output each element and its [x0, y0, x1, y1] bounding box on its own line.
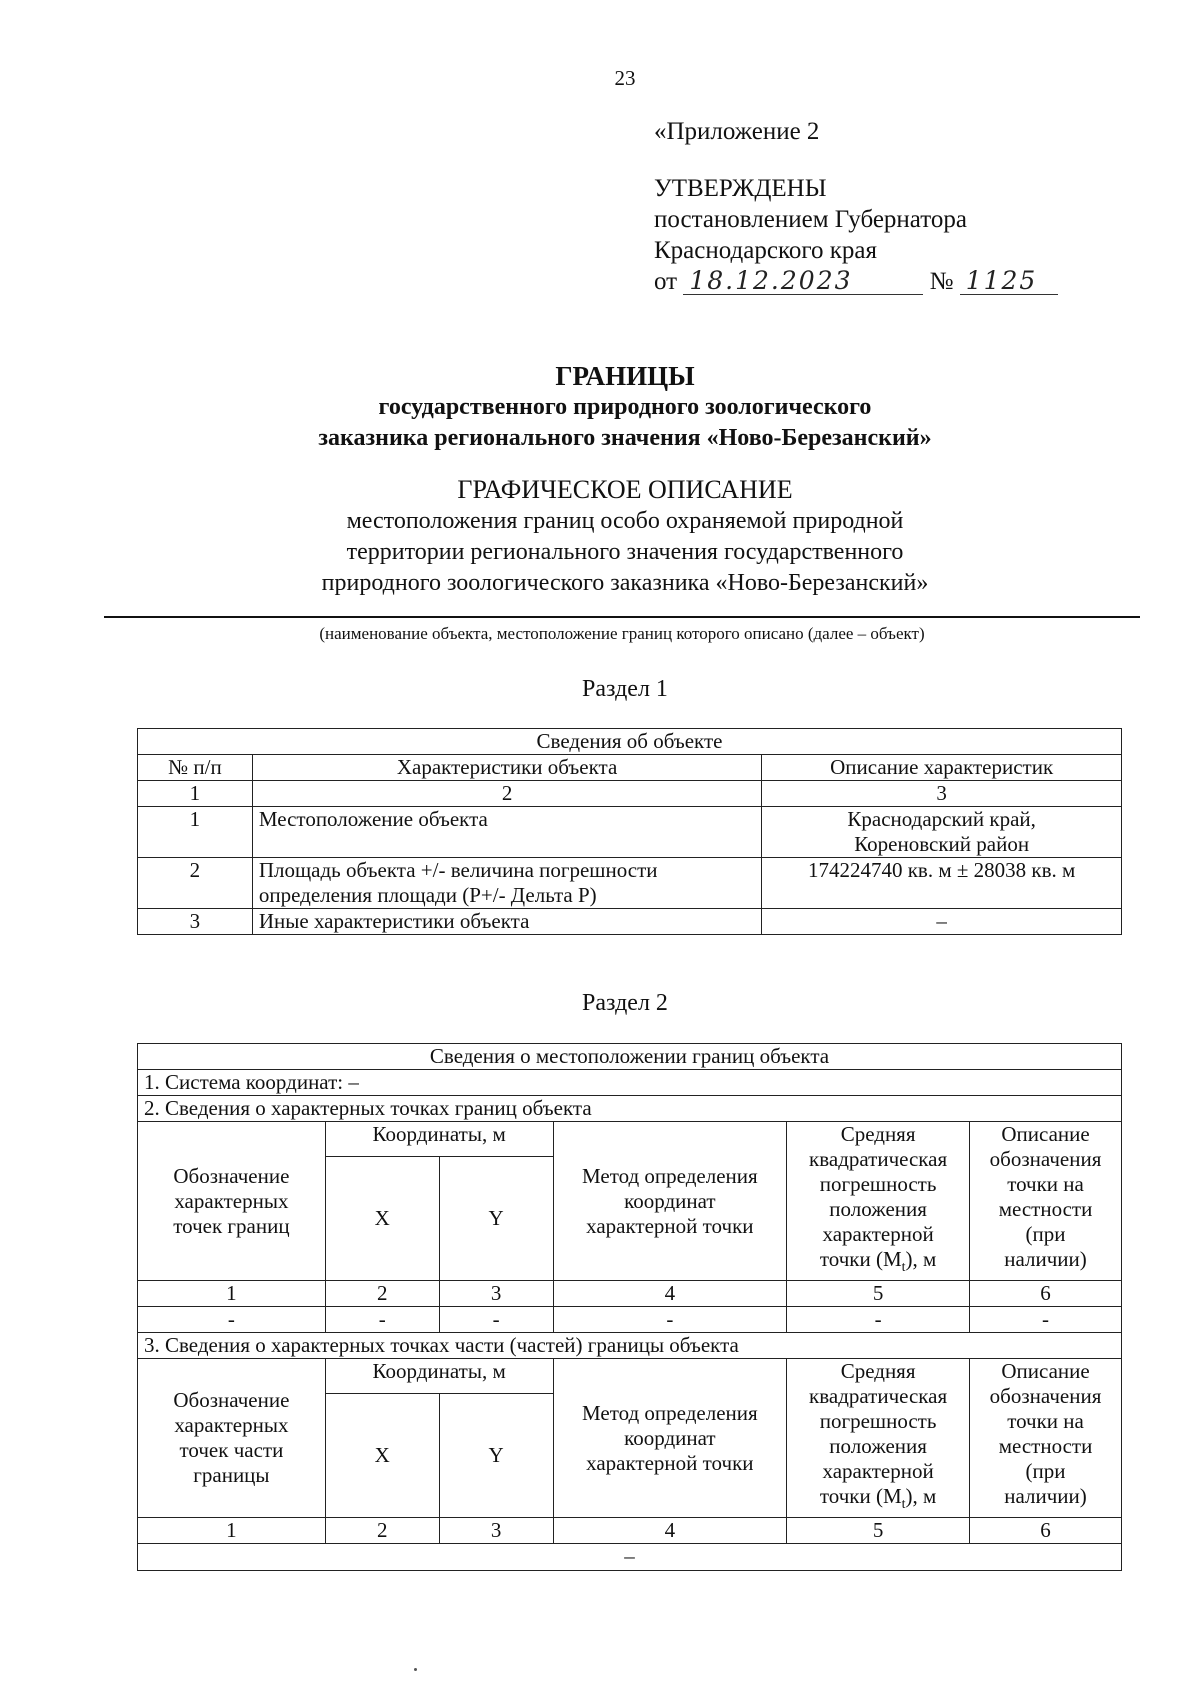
- page-number: 23: [614, 66, 636, 90]
- header-method: Метод определения координат характерной точки: [553, 1359, 787, 1518]
- header-coordinates: Координаты, м: [325, 1359, 553, 1394]
- description-line-2: территории регионального значения государственного: [346, 539, 904, 565]
- table-cell: -: [553, 1307, 787, 1333]
- section-2-title: Раздел 2: [582, 990, 668, 1016]
- table-row: [138, 807, 1122, 858]
- table-cell: [252, 858, 761, 909]
- table-cell: -: [439, 1307, 553, 1333]
- table-row: [138, 781, 1122, 807]
- table-cell: 6: [970, 1281, 1122, 1307]
- area-label-line-1: Площадь объекта +/- величина погрешности: [258, 858, 658, 882]
- appendix-label: «Приложение 2: [654, 118, 820, 145]
- table-row: [138, 1281, 1122, 1307]
- header-x: X: [325, 1157, 439, 1281]
- header-error: Средняя квадратическая погрешность положения характерной точки $(M_t)$, м: [787, 1122, 970, 1281]
- table-cell: 3: [439, 1518, 553, 1544]
- approval-block: [654, 116, 1058, 297]
- table-row: [138, 909, 1122, 935]
- table-row: [138, 1518, 1122, 1544]
- table-row: [138, 1070, 1122, 1096]
- header-description: Описание характеристик: [762, 755, 1122, 781]
- points-section-title: 2. Сведения о характерных точках границ объекта: [138, 1096, 1122, 1122]
- table-title: Сведения об объекте: [138, 729, 1122, 755]
- table-cell: 2: [325, 1518, 439, 1544]
- table-title: Сведения о местоположении границ объекта: [138, 1044, 1122, 1070]
- section-1-title: Раздел 1: [582, 676, 668, 702]
- table-cell: 3: [138, 909, 253, 935]
- header-method: Метод определения координат характерной точки: [553, 1122, 787, 1281]
- header-point-description: Описание обозначения точки на местности (при наличии): [970, 1122, 1122, 1281]
- table-cell: -: [325, 1307, 439, 1333]
- table-cell: 4: [553, 1518, 787, 1544]
- date-prefix: от: [654, 268, 678, 295]
- table-row: [138, 1096, 1122, 1122]
- object-info-table: [137, 728, 1122, 935]
- header-error: Средняя квадратическая погрешность положения характерной точки $(M_t)$, м: [787, 1359, 970, 1518]
- coordinate-system: 1. Система координат: –: [138, 1070, 1122, 1096]
- scan-speck: [414, 1668, 417, 1671]
- header-coordinates: Координаты, м: [325, 1122, 553, 1157]
- table-cell: 3: [439, 1281, 553, 1307]
- boundary-table: [137, 1043, 1122, 1571]
- table-cell: 1: [138, 781, 253, 807]
- object-caption: (наименование объекта, местоположение границ которого описано (далее – объект): [319, 624, 925, 643]
- description-line-1: местоположения границ особо охраняемой природной: [346, 508, 904, 534]
- table-cell: 2: [252, 781, 761, 807]
- parts-section-title: 3. Сведения о характерных точках части (частей) границы объекта: [138, 1333, 1122, 1359]
- parts-empty-cell: –: [138, 1544, 1122, 1571]
- horizontal-rule: [104, 616, 1140, 618]
- table-cell: 1: [138, 1281, 326, 1307]
- table-cell: 6: [970, 1518, 1122, 1544]
- header-characteristics: Характеристики объекта: [252, 755, 761, 781]
- handwritten-date: 18.12.2023: [683, 268, 923, 295]
- header-y: Y: [439, 1394, 553, 1518]
- table-cell: 1: [138, 807, 253, 858]
- table-cell: 4: [553, 1281, 787, 1307]
- header-point-description: Описание обозначения точки на местности (при наличии): [970, 1359, 1122, 1518]
- table-row: [138, 1333, 1122, 1359]
- graphic-description-title: ГРАФИЧЕСКОЕ ОПИСАНИЕ: [457, 475, 793, 504]
- approved-region-line: Краснодарского края: [654, 237, 877, 264]
- handwritten-number: 1125: [960, 268, 1058, 295]
- subtitle-line-1: государственного природного зоологического: [378, 394, 872, 420]
- table-cell: 3: [762, 781, 1122, 807]
- table-cell: -: [138, 1307, 326, 1333]
- subtitle-line-2: заказника регионального значения «Ново-Березанский»: [318, 425, 932, 451]
- header-number: № п/п: [138, 755, 253, 781]
- approved-by-line: постановлением Губернатора: [654, 206, 967, 233]
- table-cell: 2: [138, 858, 253, 909]
- table-cell: -: [970, 1307, 1122, 1333]
- header-designation-part: Обозначение характерных точек части границы: [138, 1359, 326, 1518]
- description-line-3: природного зоологического заказника «Ново-Березанский»: [321, 570, 929, 596]
- table-cell: 1: [138, 1518, 326, 1544]
- document-titles: [100, 360, 1150, 599]
- table-row: [138, 1044, 1122, 1070]
- table-cell: -: [787, 1307, 970, 1333]
- location-line-1: Краснодарский край,: [847, 807, 1036, 831]
- table-header-row: [138, 1359, 1122, 1394]
- table-cell: 2: [325, 1281, 439, 1307]
- table-cell: –: [762, 909, 1122, 935]
- number-prefix: №: [929, 268, 954, 295]
- location-line-2: Кореновский район: [854, 832, 1030, 856]
- table-cell: Иные характеристики объекта: [252, 909, 761, 935]
- header-designation: Обозначение характерных точек границ: [138, 1122, 326, 1281]
- table-header-row: [138, 1122, 1122, 1157]
- table-header-row: [138, 755, 1122, 781]
- approved-label: УТВЕРЖДЕНЫ: [654, 175, 827, 202]
- table-cell: 5: [787, 1281, 970, 1307]
- table-row: [138, 858, 1122, 909]
- area-label-line-2: определения площади (P+/- Дельта P): [258, 883, 597, 907]
- header-y: Y: [439, 1157, 553, 1281]
- table-cell: Местоположение объекта: [252, 807, 761, 858]
- table-cell: 174224740 кв. м ± 28038 кв. м: [762, 858, 1122, 909]
- header-x: X: [325, 1394, 439, 1518]
- table-row: [138, 729, 1122, 755]
- date-number-line: [654, 266, 1058, 297]
- table-cell: 5: [787, 1518, 970, 1544]
- table-row: [138, 1544, 1122, 1571]
- table-row: [138, 1307, 1122, 1333]
- main-title: ГРАНИЦЫ: [555, 361, 695, 391]
- table-cell: [762, 807, 1122, 858]
